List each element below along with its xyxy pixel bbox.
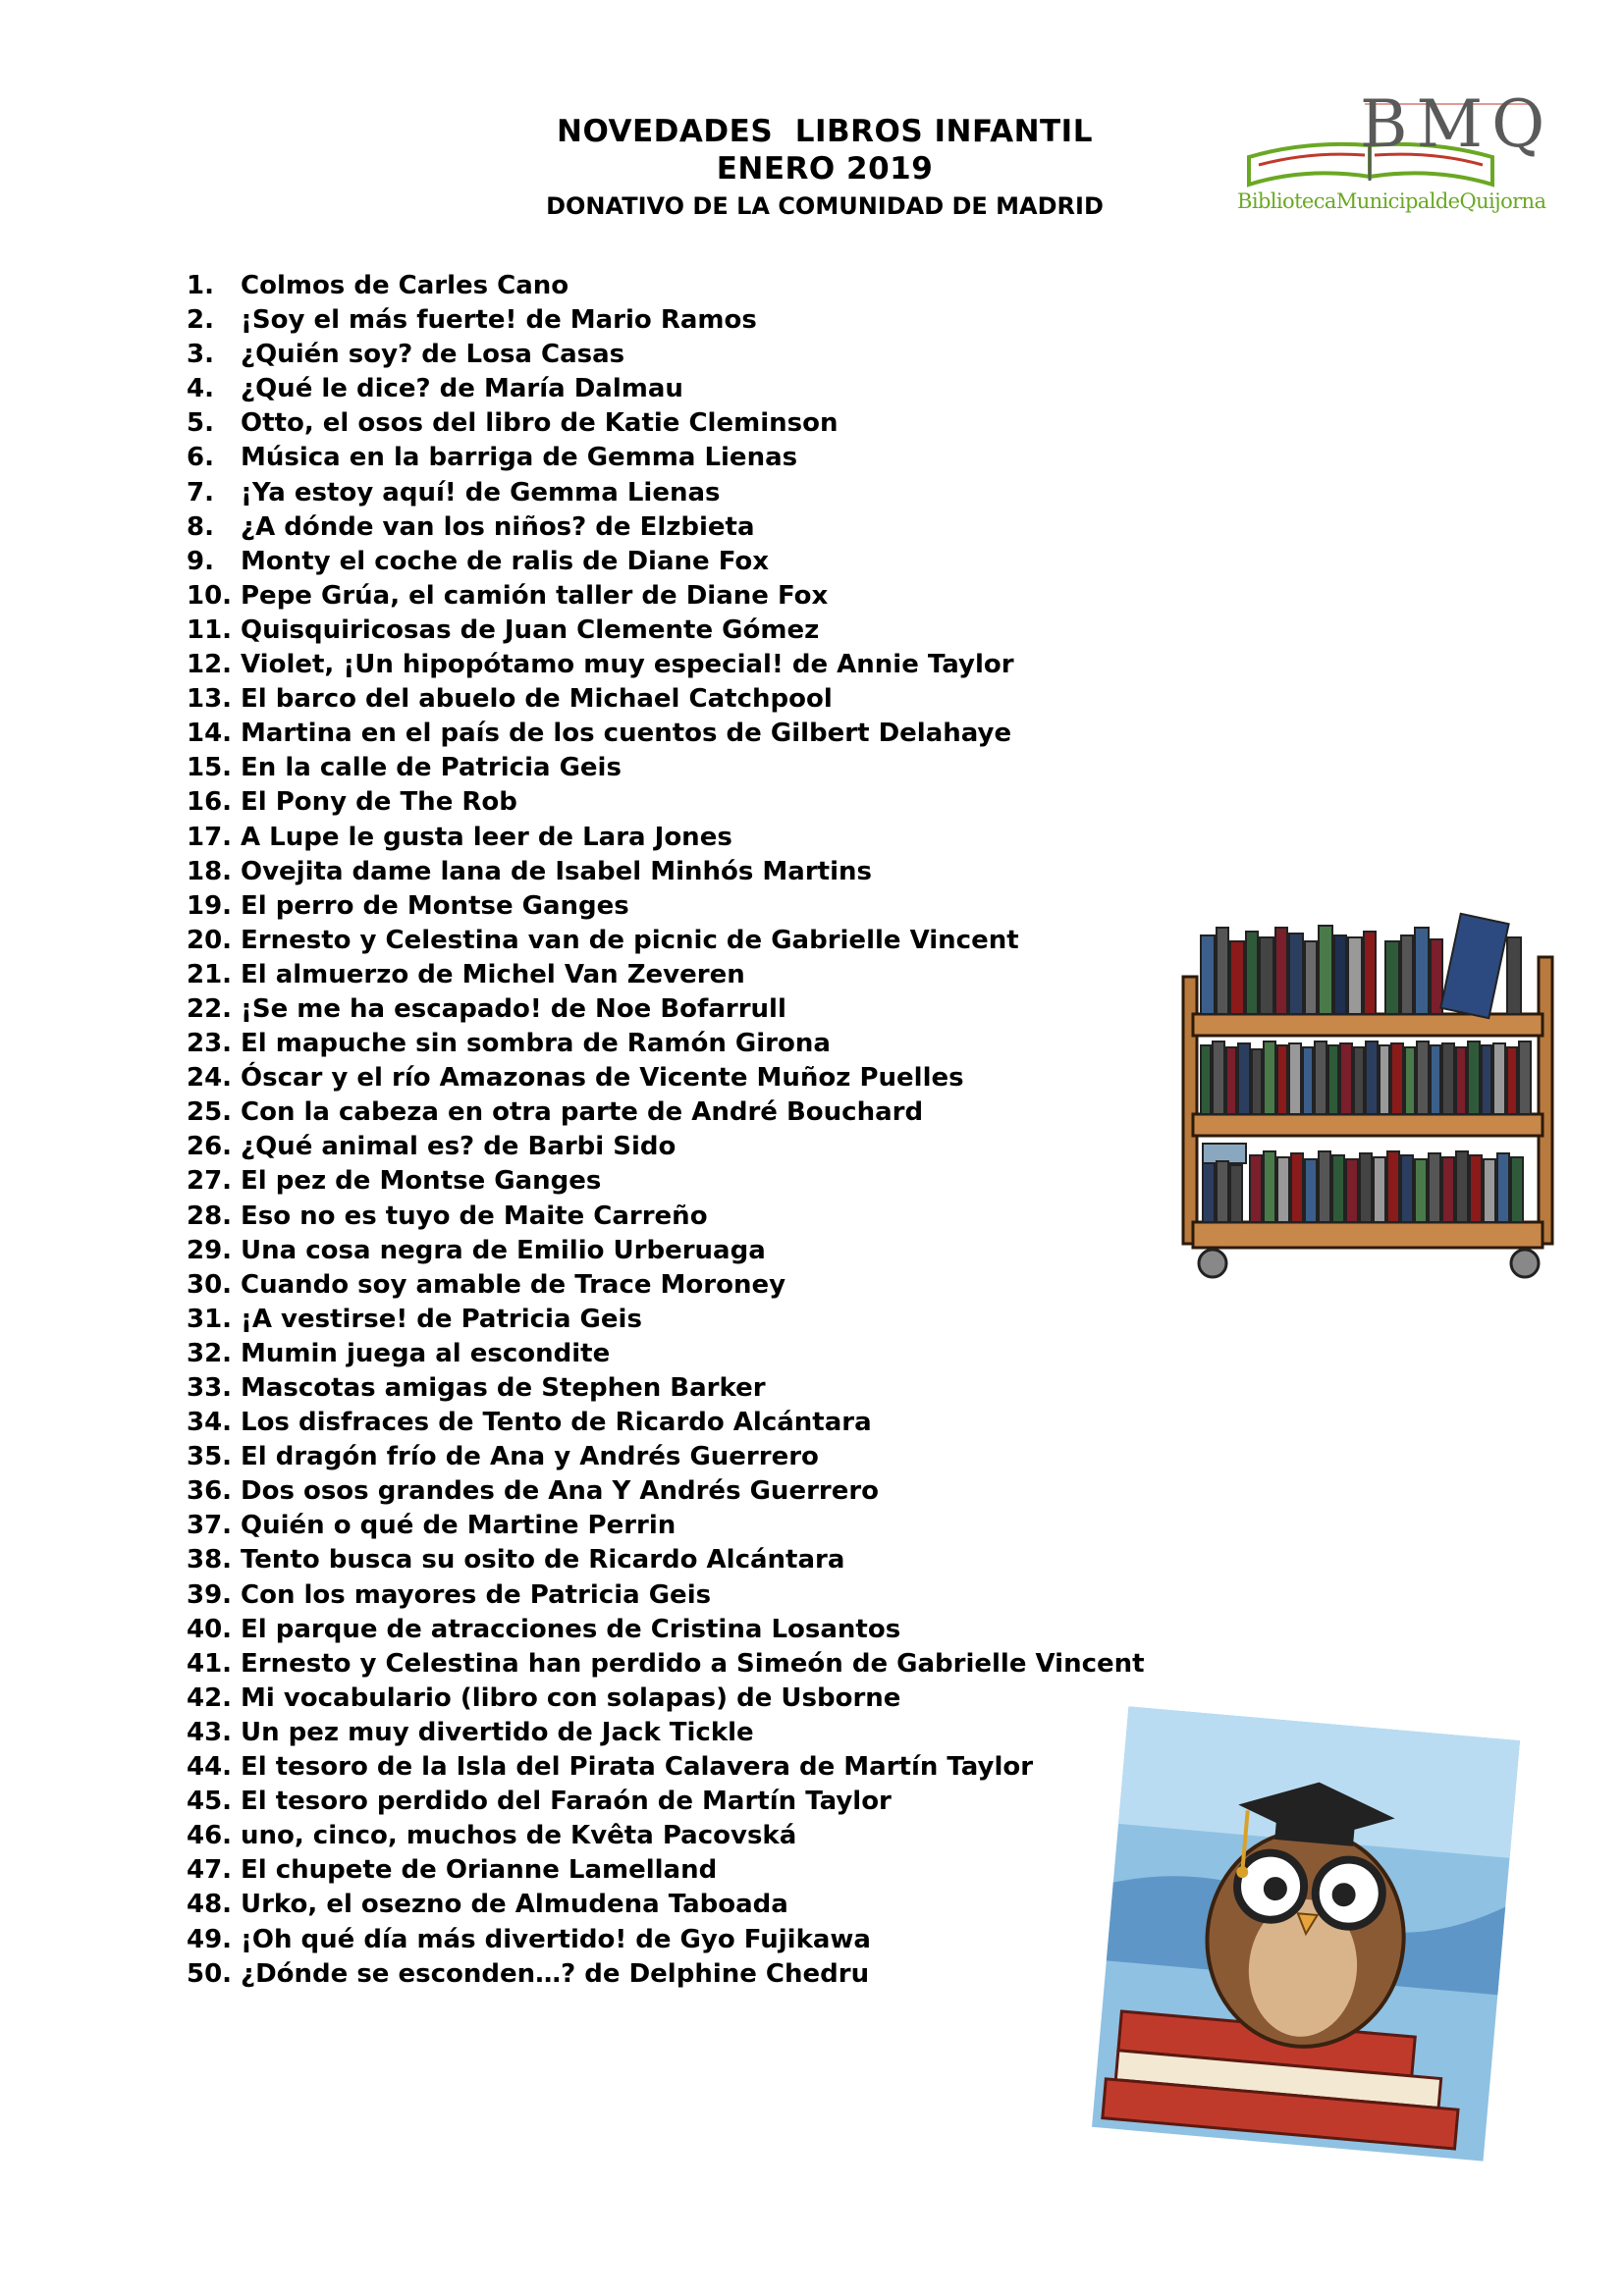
book-item <box>187 1785 1145 1819</box>
book-item <box>187 1682 1145 1716</box>
book-item <box>187 1406 1145 1440</box>
book-title: ¿Dónde se esconden…? de Delphine Chedru <box>241 1958 870 1989</box>
book-item <box>187 1303 1145 1337</box>
book-title: Un pez muy divertido de Jack Tickle <box>241 1717 754 1747</box>
book-item <box>187 1750 1145 1785</box>
book-title: Ernesto y Celestina van de picnic de Gabrielle Vincent <box>241 925 1019 955</box>
book-title: uno, cinco, muchos de Kvêta Pacovská <box>241 1821 797 1851</box>
book-number: 9. <box>187 546 214 576</box>
book-title: Mi vocabulario (libro con solapas) de Usborne <box>241 1682 901 1713</box>
book-title: Óscar y el río Amazonas de Vicente Muñoz Puelles <box>241 1063 964 1094</box>
book-number: 34. <box>187 1408 233 1438</box>
book-number: 42. <box>187 1682 233 1713</box>
book-item <box>187 1200 1145 1234</box>
book-number: 21. <box>187 959 233 989</box>
book-number: 4. <box>187 374 214 404</box>
book-number: 23. <box>187 1029 233 1059</box>
book-number: 18. <box>187 856 233 886</box>
book-number: 47. <box>187 1855 233 1886</box>
book-title: Con los mayores de Patricia Geis <box>241 1579 712 1610</box>
book-number: 33. <box>187 1373 233 1403</box>
book-title: Violet, ¡Un hipopótamo muy especial! de Annie Taylor <box>241 650 1014 680</box>
book-title: Ernesto y Celestina han perdido a Simeón de Gabrielle Vincent <box>241 1648 1145 1679</box>
book-number: 31. <box>187 1304 233 1334</box>
book-item <box>187 1853 1145 1888</box>
book-item <box>187 1130 1145 1164</box>
book-item <box>187 1440 1145 1474</box>
book-number: 41. <box>187 1648 233 1679</box>
book-title: Mascotas amigas de Stephen Barker <box>241 1373 766 1403</box>
book-title: El dragón frío de Ana y Andrés Guerrero <box>241 1442 819 1472</box>
book-title: El tesoro de la Isla del Pirata Calavera de Martín Taylor <box>241 1752 1034 1783</box>
book-item <box>187 1164 1145 1199</box>
book-item <box>187 1095 1145 1130</box>
book-item <box>187 958 1145 992</box>
book-number: 25. <box>187 1097 233 1128</box>
book-number: 13. <box>187 684 233 715</box>
book-number: 44. <box>187 1752 233 1783</box>
book-number: 36. <box>187 1476 233 1507</box>
book-number: 24. <box>187 1063 233 1094</box>
book-number: 49. <box>187 1924 233 1954</box>
book-title: ¿Quién soy? de Losa Casas <box>241 340 625 370</box>
book-item <box>187 992 1145 1027</box>
book-item <box>187 1716 1145 1750</box>
book-title: A Lupe le gusta leer de Lara Jones <box>241 822 732 852</box>
book-title: Martina en el país de los cuentos de Gilbert Delahaye <box>241 719 1012 749</box>
book-item <box>187 1819 1145 1853</box>
book-title: ¡Ya estoy aquí! de Gemma Lienas <box>241 477 721 507</box>
title-line-2: ENERO 2019 <box>716 151 934 187</box>
bookshelf-cart-icon <box>1173 898 1566 1291</box>
book-title: Tento busca su osito de Ricardo Alcántara <box>241 1545 845 1575</box>
book-title: ¡Soy el más fuerte! de Mario Ramos <box>241 305 757 336</box>
book-item <box>187 269 1145 303</box>
book-number: 48. <box>187 1890 233 1920</box>
book-number: 11. <box>187 614 233 645</box>
book-item <box>187 1371 1145 1406</box>
book-title: Música en la barriga de Gemma Lienas <box>241 443 798 473</box>
book-title: ¡A vestirse! de Patricia Geis <box>241 1304 642 1334</box>
book-item <box>187 1061 1145 1095</box>
book-item <box>187 1337 1145 1371</box>
book-item <box>187 1613 1145 1647</box>
graduate-owl-icon <box>1090 1703 1522 2164</box>
book-item <box>187 1578 1145 1613</box>
book-item <box>187 717 1145 751</box>
book-item <box>187 924 1145 958</box>
book-title: Monty el coche de ralis de Diane Fox <box>241 546 770 576</box>
book-number: 40. <box>187 1614 233 1644</box>
book-number: 19. <box>187 890 233 921</box>
book-title: Una cosa negra de Emilio Urberuaga <box>241 1235 766 1265</box>
book-title: Cuando soy amable de Trace Moroney <box>241 1269 786 1300</box>
book-number: 12. <box>187 650 233 680</box>
book-title: Otto, el osos del libro de Katie Cleminson <box>241 408 839 439</box>
book-title: ¿Qué le dice? de María Dalmau <box>241 374 683 404</box>
book-title: Mumin juega al escondite <box>241 1338 611 1368</box>
book-item <box>187 372 1145 406</box>
book-title: Quién o qué de Martine Perrin <box>241 1511 677 1541</box>
book-item <box>187 682 1145 717</box>
book-item <box>187 1647 1145 1682</box>
book-number: 2. <box>187 305 214 336</box>
subtitle: DONATIVO DE LA COMUNIDAD DE MADRID <box>546 192 1104 220</box>
book-number: 6. <box>187 443 214 473</box>
book-item <box>187 889 1145 924</box>
book-item <box>187 579 1145 614</box>
book-number: 35. <box>187 1442 233 1472</box>
book-title: El perro de Montse Ganges <box>241 890 629 921</box>
book-item <box>187 821 1145 855</box>
book-title: ¿Qué animal es? de Barbi Sido <box>241 1132 677 1162</box>
book-number: 8. <box>187 511 214 542</box>
book-number: 20. <box>187 925 233 955</box>
book-number: 45. <box>187 1787 233 1817</box>
book-item <box>187 406 1145 441</box>
book-item <box>187 1888 1145 1922</box>
book-title: El tesoro perdido del Faraón de Martín Taylor <box>241 1787 892 1817</box>
book-item <box>187 338 1145 372</box>
book-item <box>187 1474 1145 1509</box>
book-number: 27. <box>187 1166 233 1197</box>
book-number: 30. <box>187 1269 233 1300</box>
book-number: 37. <box>187 1511 233 1541</box>
book-number: 32. <box>187 1338 233 1368</box>
book-number: 16. <box>187 787 233 818</box>
book-number: 1. <box>187 271 214 300</box>
book-title: Con la cabeza en otra parte de André Bouchard <box>241 1097 924 1128</box>
book-title: ¡Se me ha escapado! de Noe Bofarrull <box>241 993 786 1024</box>
book-item <box>187 1509 1145 1543</box>
book-item <box>187 855 1145 889</box>
book-title: Urko, el osezno de Almudena Taboada <box>241 1890 788 1920</box>
book-title: El parque de atracciones de Cristina Losantos <box>241 1614 901 1644</box>
book-number: 10. <box>187 580 233 611</box>
book-item <box>187 1268 1145 1303</box>
book-number: 14. <box>187 719 233 749</box>
book-number: 26. <box>187 1132 233 1162</box>
book-title: Colmos de Carles Cano <box>241 271 569 300</box>
book-item <box>187 614 1145 648</box>
book-number: 50. <box>187 1958 233 1989</box>
book-title: Los disfraces de Tento de Ricardo Alcántara <box>241 1408 872 1438</box>
book-item <box>187 303 1145 338</box>
book-list <box>187 269 1145 1992</box>
book-item <box>187 648 1145 682</box>
book-item <box>187 785 1145 820</box>
book-title: ¡Oh qué día más divertido! de Gyo Fujikawa <box>241 1924 871 1954</box>
book-item <box>187 441 1145 475</box>
book-item <box>187 545 1145 579</box>
book-title: En la calle de Patricia Geis <box>241 753 622 783</box>
book-title: El pez de Montse Ganges <box>241 1166 602 1197</box>
logo-initials: BMQ <box>1360 86 1554 162</box>
book-title: Ovejita dame lana de Isabel Minhós Martins <box>241 856 872 886</box>
book-title: El almuerzo de Michel Van Zeveren <box>241 959 745 989</box>
book-title: Eso no es tuyo de Maite Carreño <box>241 1201 708 1231</box>
book-number: 22. <box>187 993 233 1024</box>
book-title: El barco del abuelo de Michael Catchpool <box>241 684 833 715</box>
book-item <box>187 1234 1145 1268</box>
book-number: 7. <box>187 477 214 507</box>
book-number: 5. <box>187 408 214 439</box>
book-title: El Pony de The Rob <box>241 787 517 818</box>
book-title: El chupete de Orianne Lamelland <box>241 1855 718 1886</box>
book-title: ¿A dónde van los niños? de Elzbieta <box>241 511 755 542</box>
book-number: 46. <box>187 1821 233 1851</box>
book-item <box>187 510 1145 545</box>
book-number: 29. <box>187 1235 233 1265</box>
book-number: 28. <box>187 1201 233 1231</box>
book-number: 43. <box>187 1717 233 1747</box>
book-number: 17. <box>187 822 233 852</box>
logo-library-name: BibliotecaMunicipaldeQuijorna <box>1237 189 1546 213</box>
book-item <box>187 476 1145 510</box>
book-title: Dos osos grandes de Ana Y Andrés Guerrero <box>241 1476 880 1507</box>
book-title: Pepe Grúa, el camión taller de Diane Fox <box>241 580 829 611</box>
book-item <box>187 751 1145 785</box>
book-item <box>187 1923 1145 1957</box>
book-title: El mapuche sin sombra de Ramón Girona <box>241 1029 831 1059</box>
book-number: 3. <box>187 340 214 370</box>
book-number: 15. <box>187 753 233 783</box>
book-item <box>187 1957 1145 1992</box>
book-item <box>187 1543 1145 1577</box>
document-header <box>422 113 1227 225</box>
title-line-1: NOVEDADES LIBROS INFANTIL <box>557 114 1093 149</box>
book-item <box>187 1027 1145 1061</box>
book-number: 39. <box>187 1579 233 1610</box>
book-number: 38. <box>187 1545 233 1575</box>
library-logo <box>1237 86 1554 234</box>
book-title: Quisquiricosas de Juan Clemente Gómez <box>241 614 820 645</box>
